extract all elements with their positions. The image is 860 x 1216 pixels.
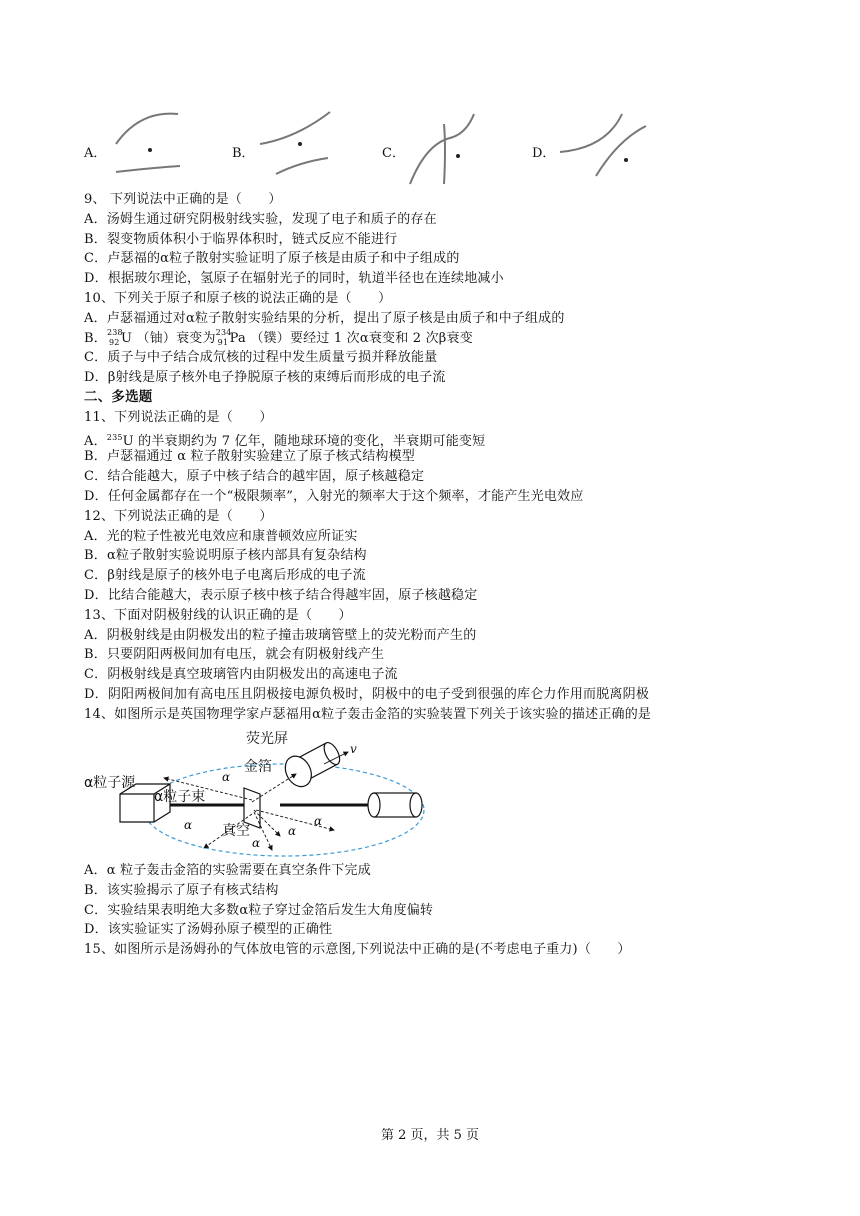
q11-option-a: A．$^{235}$U 的半衰期约为 7 亿年，随地球环境的变化，半衰期可能变短 — [84, 432, 486, 449]
q13-stem: 13、下面对阴极射线的认识正确的是（ ） — [84, 607, 352, 623]
q11-stem: 11、下列说法正确的是（ ） — [84, 409, 273, 425]
gold-foil-label: 金箔 — [244, 759, 272, 775]
q9-stem: 9、 下列说法中正确的是（ ） — [84, 192, 282, 207]
q14-stem: 14、如图所示是英国物理学家卢瑟福用α粒子轰击金箔的实验装置下列关于该实验的描述正确的是 — [84, 706, 652, 722]
q10-option-a: A．卢瑟福通过对α粒子散射实验结果的分析，提出了原子核是由质子和中子组成的 — [84, 310, 565, 326]
q9-option-c: C．卢瑟福的α粒子散射实验证明了原子核是由质子和中子组成的 — [84, 251, 460, 267]
q10-option-d: D．β射线是原子核外电子挣脱原子核的束缚后而形成的电子流 — [84, 370, 446, 386]
fluorescent-screen-label: 荧光屏 — [246, 731, 288, 747]
protactinium-nuclide: 234 91 — [215, 328, 232, 348]
q10-stem: 10、下列关于原子和原子核的说法正确的是（ ） — [84, 290, 392, 306]
alpha-mark: α — [252, 836, 261, 850]
questions-block-2 — [84, 861, 764, 960]
q11-option-c: C．结合能越大，原子中核子结合的越牢固，原子核越稳定 — [84, 469, 425, 485]
q14-option-d: D．该实验证实了汤姆孙原子模型的正确性 — [84, 922, 333, 938]
q10-option-c: C．质子与中子结合成氘核的过程中发生质量亏损并释放能量 — [84, 350, 438, 366]
page-footer: 第 2 页，共 5 页 — [380, 1128, 480, 1143]
q12-option-c: C．β射线是原子的核外电子电离后形成的电子流 — [84, 568, 366, 584]
q13-option-a: A．阴极射线是由阴极发出的粒子撞击玻璃管壁上的荧光粉而产生的 — [84, 627, 477, 643]
alpha-mark: α — [222, 770, 231, 784]
rutherford-apparatus-diagram — [84, 728, 444, 860]
trajectory-sketch-c — [404, 104, 484, 194]
q9-option-b: B．裂变物质体积小于临界体积时，链式反应不能进行 — [84, 231, 398, 247]
alpha-source-label: α粒子源 — [84, 775, 136, 791]
velocity-mark: v — [350, 742, 357, 756]
alpha-mark: α — [288, 824, 297, 838]
q13-option-d: D．阴阳两极间加有高电压且阴极接电源负极时，阴极中的电子受到很强的库仑力作用而脱离阴极 — [84, 686, 650, 702]
trajectory-sketch-d — [556, 104, 656, 194]
q9-option-a: A．汤姆生通过研究阴极射线实验，发现了电子和质子的存在 — [84, 211, 437, 227]
trajectory-options-figure — [84, 104, 704, 196]
section-heading-multiple-choice: 二、多选题 — [84, 388, 153, 405]
q14-option-b: B．该实验揭示了原子有核式结构 — [84, 882, 279, 898]
alpha-mark: α — [184, 818, 193, 832]
q12-stem: 12、下列说法正确的是（ ） — [84, 508, 273, 524]
q10-option-b: B． 238 92 U （铀）衰变为 234 91 Pa （镤）要经过 1 次α衰变和 2 次β衰变 — [84, 328, 473, 348]
q12-option-d: D．比结合能越大，表示原子核中核子结合得越牢固，原子核越稳定 — [84, 587, 478, 603]
q11-option-d: D．任何金属都存在一个“极限频率”，入射光的频率大于这个频率，才能产生光电效应 — [84, 488, 584, 504]
fig-option-d-label: D． — [532, 146, 556, 161]
fig-option-a-label: A． — [84, 146, 107, 161]
q15-stem: 15、如图所示是汤姆孙的气体放电管的示意图,下列说法中正确的是(不考虑电子重力)（ ） — [84, 942, 631, 958]
alpha-beam-label: α粒子束 — [154, 789, 206, 805]
q12-option-b: B．α粒子散射实验说明原子核内部具有复杂结构 — [84, 548, 367, 564]
q9-option-d: D．根据玻尔理论，氢原子在辐射光子的同时，轨道半径也在连续地减小 — [84, 271, 504, 287]
fig-option-b-label: B． — [232, 146, 255, 161]
vacuum-label: 真空 — [222, 823, 250, 839]
trajectory-sketch-a — [110, 104, 190, 194]
fig-option-c-label: C． — [382, 146, 405, 161]
q11-option-b: B．卢瑟福通过 α 粒子散射实验建立了原子核式结构模型 — [84, 449, 415, 465]
trajectory-sketch-b — [256, 104, 336, 194]
alpha-mark: α — [314, 814, 323, 828]
q12-option-a: A．光的粒子性被光电效应和康普顿效应所证实 — [84, 528, 358, 544]
uranium-nuclide: 238 92 — [106, 328, 123, 348]
q14-option-c: C．实验结果表明绝大多数α粒子穿过金箔后发生大角度偏转 — [84, 902, 434, 918]
q13-option-c: C．阴极射线是真空玻璃管内由阴极发出的高速电子流 — [84, 667, 398, 683]
q14-option-a: A．α 粒子轰击金箔的实验需要在真空条件下完成 — [84, 863, 371, 878]
questions-block-1 — [84, 190, 764, 725]
q13-option-b: B．只要阴阳两极间加有电压，就会有阴极射线产生 — [84, 647, 385, 663]
